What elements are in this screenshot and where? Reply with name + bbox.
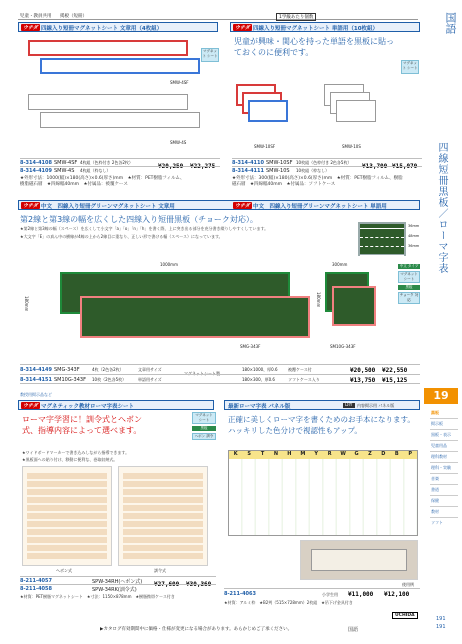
side-index-item[interactable]: 教材 — [430, 507, 458, 518]
price: ¥13,700 — [362, 163, 388, 170]
sheet-red-frame — [28, 40, 188, 56]
price-tax: ¥30,360 — [186, 581, 212, 588]
line-sample-board — [358, 222, 406, 256]
product-e-row — [224, 588, 420, 598]
badge: 黒板 — [398, 285, 420, 290]
table-row — [20, 158, 220, 170]
product-e-badge: 内容掲示用 パネル版 — [357, 403, 395, 408]
product-b-title: 四線入り短冊マグネットシート 単語用（10枚組） — [253, 26, 379, 32]
table-row — [20, 576, 216, 588]
green-card — [332, 286, 376, 326]
brand-logo: ウチダ — [23, 25, 38, 31]
model-number: SMW-10S — [266, 168, 290, 174]
product-note: 磁石層 ★四線幅40mm ★付属品：ソフトケース — [232, 182, 336, 187]
section-title: 国語 — [444, 12, 457, 34]
dimension-label: 180mm — [316, 292, 321, 308]
card-plain — [336, 100, 376, 122]
brand-logo: ウチダ — [235, 25, 250, 31]
sheet-plain — [40, 112, 200, 128]
romaji-chart-kunrei — [118, 466, 208, 566]
product-a-badge: マグネット シート — [201, 48, 219, 62]
green-sheet-large — [80, 296, 310, 338]
size-text: 180×300、厚0.6 — [242, 377, 275, 382]
row-sub-label: 小学生用 — [322, 592, 338, 597]
panel-letter: R — [327, 451, 332, 457]
product-e-title: 最新ローマ字表 パネル版 — [228, 404, 291, 410]
product-b-image — [234, 64, 404, 156]
product-c-badges — [398, 264, 420, 304]
side-index-item[interactable]: 掲示板 — [430, 419, 458, 430]
model-number: SMW-4S — [54, 168, 75, 174]
product-d-headline: ローマ字学習に！訓令式とヘボン式、指導内容によって選べます。 — [22, 415, 142, 435]
romaji-panel — [228, 450, 418, 536]
product-e-footer: ★材質：アルミ枠 ★B2判（515×728mm）2枚組 ★吊下げ金具付き — [224, 600, 353, 605]
product-code: 8-314-4108 — [20, 160, 52, 166]
image-caption: 使用例 — [402, 582, 414, 587]
card-blue — [248, 100, 288, 122]
product-c-bullet: ★大文字「E」の真ん中の横線が4線の上から2線目に重なり、正しい形で書ける幅（スペース）になっています。 — [20, 234, 223, 239]
product-c-header — [18, 200, 420, 210]
product-b-table — [232, 158, 422, 188]
spec-text: 4枚組（枠なし） — [80, 168, 111, 173]
case-text: ソフトケース入り — [288, 377, 320, 382]
product-b-header — [230, 22, 420, 32]
badge: マグネット シート — [192, 412, 216, 424]
panel-letter: N — [273, 451, 279, 457]
model-number: SM10G-343F — [54, 377, 86, 383]
panel-letter: Y — [314, 451, 319, 457]
panel-letter: T — [260, 451, 265, 457]
badge: マグネット シート — [398, 271, 420, 283]
product-b-badge: マグネット シート — [401, 60, 419, 74]
product-d-tag: 教授用掲示品など — [20, 392, 52, 397]
price: ¥27,600 — [154, 581, 180, 588]
size-text: 180×1000、厚0.6 — [242, 367, 278, 372]
product-a-title: 四線入り短冊マグネットシート 文章用（4枚組） — [41, 26, 163, 32]
table-row — [20, 364, 420, 374]
spec-text: 4枚組（色枠付き 2色各2枚） — [80, 160, 133, 165]
brand-logo: ウチダ — [235, 203, 250, 209]
product-a-table — [20, 158, 220, 188]
spec-text: 10枚組（色枠付き 2色各5枚） — [296, 160, 352, 165]
line-label: 36mm — [408, 244, 420, 248]
footer-page-label: 国語 — [348, 627, 359, 633]
side-index-item[interactable]: 理科教材 — [430, 452, 458, 463]
image-caption: SMW-10S — [342, 144, 361, 149]
breadcrumb-left-2: 掲板（短冊） — [60, 14, 87, 19]
product-e-tag: DIY — [345, 403, 353, 408]
product-note: ★材質：PET樹脂マグネットシート ★寸法：1150×878mm ★樹脂携帯ケース付き — [20, 594, 175, 599]
product-c-headline: 第2線と第3線の幅を広くした四線入り短冊黒板（チョーク対応）。 — [20, 215, 258, 224]
sheet-blue-frame — [40, 58, 200, 74]
product-code: 8-314-4111 — [232, 168, 264, 174]
product-d-note: ★ワイドボードマーカーで書き込みしながら指導できます。 — [22, 450, 130, 455]
product-code: 8-211-4063 — [224, 591, 256, 597]
product-code: 8-211-4057 — [20, 578, 52, 584]
image-caption: 訓令式 — [154, 568, 166, 573]
table-row — [20, 374, 420, 384]
product-d-title: マグネティック教材ローマ字表シート — [41, 404, 135, 410]
side-chapter-number: 19 — [424, 388, 458, 404]
panel-letter: P — [408, 451, 413, 457]
panel-letter: M — [300, 451, 306, 457]
model-number: SMW-4SF — [54, 160, 78, 166]
brand-logo: ウチダ — [23, 403, 38, 409]
product-c-table — [20, 364, 420, 384]
dimension-label: 1000mm — [160, 262, 178, 267]
image-caption: SMW-10SF — [254, 144, 276, 149]
breadcrumb-right: 1学級あたり個数 — [276, 13, 316, 21]
product-note: ★外形寸法：300(幅)×180(高さ)×0.6(厚さ)mm ★材質：PET樹脂フィルム、樹脂 — [232, 176, 403, 181]
image-caption: SMW-4SF — [170, 80, 189, 85]
panel-letter: K — [233, 451, 238, 457]
product-code: 8-314-4109 — [20, 168, 52, 174]
product-code: 8-314-4151 — [20, 377, 52, 383]
product-code: 8-314-4110 — [232, 160, 264, 166]
model-number: SPW-34RK(訓令式) — [92, 587, 137, 593]
price: ¥11,000 — [348, 591, 374, 598]
product-code: 8-211-4058 — [20, 586, 52, 592]
product-a-image — [20, 36, 200, 156]
product-c-title-b: 中文 四線入り短冊グリーンマグネットシート 単語用 — [253, 204, 387, 210]
line-label: 48mm — [408, 234, 420, 238]
use-text: 単語用サイズ — [138, 377, 162, 382]
sheet-plain — [28, 94, 188, 110]
product-e-header — [224, 400, 420, 410]
image-caption: SM10G-343F — [330, 344, 356, 349]
model-number: SPW-34RH(ヘボン式) — [92, 579, 143, 585]
panel-letter: S — [247, 451, 251, 457]
price: ¥20,500 — [350, 367, 376, 374]
product-d-table — [20, 576, 216, 600]
badge: ヘボン 訓令 — [192, 433, 216, 440]
panel-letter: G — [354, 451, 359, 457]
side-index-item[interactable]: ソフト — [430, 518, 458, 528]
side-index-item[interactable]: 児童用品 — [430, 441, 458, 452]
price-tax: ¥15,070 — [392, 163, 418, 170]
product-d-note: ★黒板面への貼り付け、移動に便利な、巻取収納式。 — [22, 457, 118, 462]
side-index-item[interactable]: 黒板 — [430, 408, 458, 419]
footer-disclaimer: ▶カタログ有効期間中に価格・仕様が変更になる場合があります。あらかじめご了承ください。 — [100, 627, 293, 632]
panel-letter: D — [381, 451, 386, 457]
spec-text: 4枚（2色各2枚） — [92, 367, 124, 372]
price: ¥20,250 — [158, 163, 184, 170]
model-number: SMG-343F — [54, 367, 80, 373]
product-e-headline: 正確に美しくローマ字を書くためのお手本になります。ハッキリした色分けで視認性もアップ。 — [228, 415, 415, 435]
table-row — [20, 584, 216, 592]
product-note: 樹脂磁石層 ★四線幅40mm ★付属品：被覆ケース — [20, 182, 128, 187]
product-note: ★外形寸法：1000(幅)×180(高さ)×0.6(厚さ)mm ★材質：PET樹脂フィルム、 — [20, 176, 185, 181]
romaji-chart-hepburn — [22, 466, 112, 566]
product-d-badges — [192, 412, 216, 440]
side-index-item[interactable]: 音楽 — [430, 474, 458, 485]
romaji-panel-grid — [229, 459, 417, 535]
use-text: 文章用サイズ — [138, 367, 162, 372]
image-caption: SMG-343F — [240, 344, 261, 349]
product-c-title: 中文 四線入り短冊グリーンマグネットシート 文章用 — [41, 204, 175, 210]
badge: チョーク 対応 — [399, 293, 419, 302]
spec-text: 10枚（2色各5枚） — [92, 377, 127, 382]
product-c-image — [20, 262, 420, 362]
product-c-bullet: ★第2線と第3線の幅（スペース）を広くして小文字「a」「o」「n」「h」を書く際、上に突き出る部分を充分書き綴りしやすくしています。 — [20, 226, 269, 231]
side-index-item[interactable]: 理科・実験 — [430, 463, 458, 474]
table-row — [232, 166, 422, 174]
panel-letter: Z — [368, 451, 372, 457]
case-text: 被覆ケース付 — [288, 367, 312, 372]
type-text: マグネットシート製 — [184, 371, 220, 376]
breadcrumb-left-1: 児童・教員共用 — [20, 14, 52, 19]
page-number: 191 — [436, 624, 446, 630]
product-d-header — [18, 400, 214, 410]
badge: 中文 タイプ — [399, 264, 419, 268]
brand-logo: ウチダ — [23, 203, 38, 209]
price-tax: ¥15,125 — [382, 377, 408, 384]
price-tax: ¥22,550 — [382, 367, 408, 374]
side-index-item[interactable]: 書道 — [430, 485, 458, 496]
panel-letter: B — [394, 451, 399, 457]
dimension-label: 180mm — [24, 296, 29, 312]
model-number: SMW-10SF — [266, 160, 293, 166]
image-caption: ヘボン式 — [56, 568, 72, 573]
dimension-label: 300mm — [332, 262, 348, 267]
page-number: 191 — [436, 616, 446, 622]
price-tax: ¥12,100 — [384, 591, 410, 598]
side-index-item[interactable]: 保健 — [430, 496, 458, 507]
table-row — [232, 158, 422, 170]
table-row — [20, 166, 220, 174]
product-code: 8-314-4149 — [20, 367, 52, 373]
panel-letter: W — [340, 451, 346, 457]
image-caption: SMW-4S — [170, 140, 187, 145]
side-index-vertical-label: 四線短冊黒板／ローマ字表 — [436, 142, 447, 274]
price: ¥13,750 — [350, 377, 376, 384]
product-b-callout: 児童が興味・関心を持った単語を黒板に貼っておくのに便利です。 — [234, 37, 394, 57]
price-tax: ¥22,275 — [190, 163, 216, 170]
side-index-item[interactable]: 黒板・表示 — [430, 430, 458, 441]
side-index-list — [430, 408, 458, 528]
header-bar — [18, 12, 418, 20]
line-label: 36mm — [408, 224, 420, 228]
badge: 黒板 — [192, 426, 216, 431]
spec-text: 10枚組（枠なし） — [296, 168, 330, 173]
product-a-header — [18, 22, 218, 32]
panel-letter: H — [287, 451, 292, 457]
romaji-panel-header — [229, 451, 417, 459]
footer-logo: UCHIDA — [392, 612, 418, 619]
usage-photo — [300, 540, 418, 580]
